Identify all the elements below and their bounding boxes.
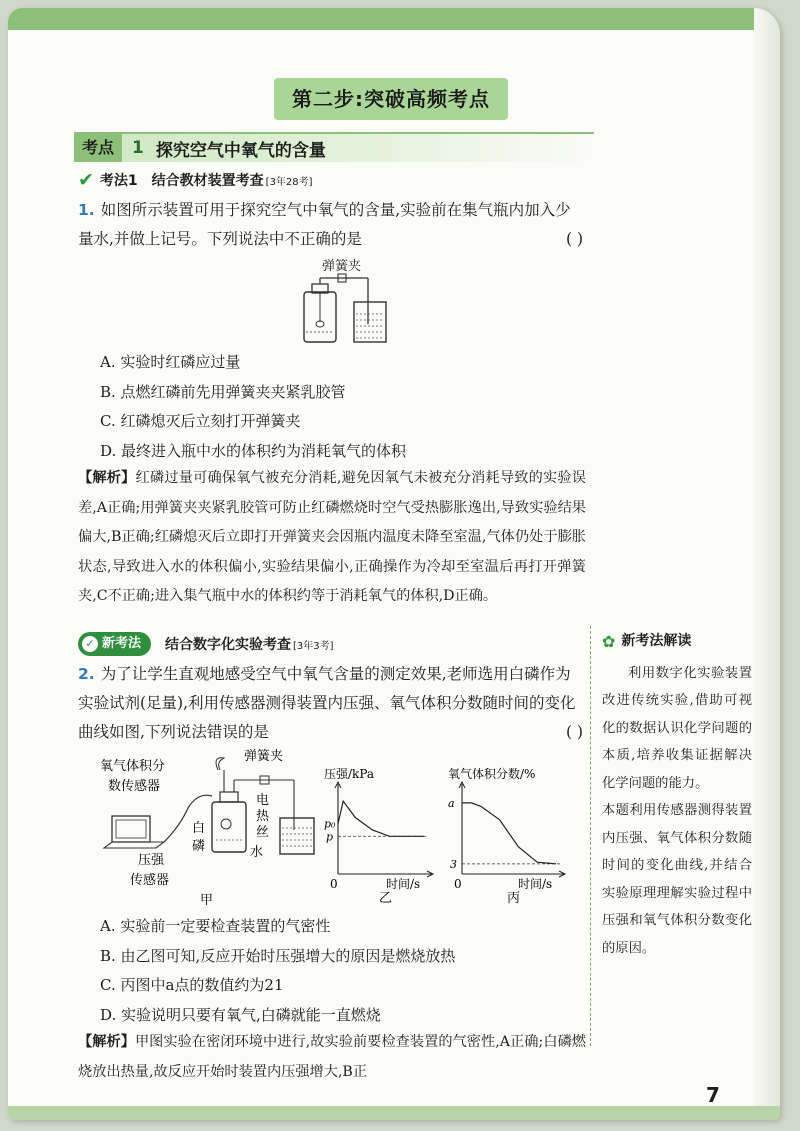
option-c: C. 红磷熄灭后立刻打开弹簧夹 — [100, 412, 301, 430]
q1-apparatus-figure — [298, 256, 398, 348]
q2-options — [100, 912, 580, 1030]
method-1-heading — [78, 168, 313, 192]
q1-analysis — [78, 464, 586, 612]
analysis-label: 【解析】 — [78, 1034, 135, 1050]
origin-label: 0 — [330, 877, 338, 891]
series-line — [338, 801, 424, 836]
y-axis-label: 氧气体积分数/% — [448, 767, 536, 781]
chart-caption: 丙 — [507, 891, 521, 904]
phosphorus-label-2: 磷 — [192, 839, 206, 854]
y-axis-label: 压强/kPa — [324, 767, 375, 781]
kaodian-bar — [74, 132, 594, 162]
question-number: 1. — [78, 201, 95, 219]
option-d: D. 实验说明只要有氧气,白磷就能一直燃烧 — [100, 1005, 381, 1024]
question-2 — [78, 660, 583, 747]
question-stem: 如图所示装置可用于探究空气中氧气的含量,实验前在集气瓶内加入少量水,并做上记号。下列说法中不正确的是 — [78, 201, 571, 248]
heater-label-2: 热 — [256, 809, 270, 824]
sensor-label-1: 氧气体积分 — [100, 759, 166, 774]
option-b: B. 由乙图可知,反应开始时压强增大的原因是燃烧放热 — [100, 946, 456, 965]
water-label: 水 — [250, 845, 264, 860]
question-1 — [78, 196, 583, 254]
oxygen-fraction-chart — [444, 764, 576, 904]
y-tick-high: a — [448, 796, 455, 810]
origin-label: 0 — [454, 877, 462, 891]
analysis-text: 甲图实验在密闭环境中进行,故实验前要检查装置的气密性,A正确;白磷燃烧放出热量,故反应开始时装置内压强增大,B正 — [78, 1034, 586, 1080]
new-method-badge-text: 新考法 — [102, 636, 142, 651]
sidebar-para-1: 利用数字化实验装置改进传统实验,借助可视化的数据认识化学问题的本质,培养收集证据解决化学问题的能力。 — [602, 665, 752, 791]
x-axis-label: 时间/s — [386, 877, 421, 891]
option-a: A. 实验前一定要检查装置的气密性 — [100, 917, 331, 935]
option-a: A. 实验时红磷应过量 — [100, 353, 241, 371]
series-line — [462, 803, 556, 864]
q2-analysis — [78, 1028, 586, 1088]
method-2-title: 结合数字化实验考查 — [165, 637, 292, 653]
chart-caption: 乙 — [379, 891, 393, 904]
answer-paren: ( ) — [565, 230, 583, 248]
spring-clip-label: 弹簧夹 — [244, 749, 284, 764]
sidebar-new-method — [602, 628, 752, 962]
bottom-band — [8, 1106, 780, 1120]
kaodian-tag: 考点 — [74, 134, 122, 162]
answer-paren: ( ) — [565, 723, 583, 741]
page-edge — [754, 8, 780, 1120]
sidebar-divider — [590, 626, 591, 1046]
question-stem: 为了让学生直观地感受空气中氧气含量的测定效果,老师选用白磷作为实验试剂(足量),利用传感器测得装置内压强、氧气体积分数随时间的变化曲线如图,下列说法错误的是 — [78, 665, 576, 741]
question-number: 2. — [78, 665, 95, 683]
sidebar-heading-text: 新考法解读 — [621, 633, 692, 649]
method-2-tag: [3年3考] — [293, 640, 334, 652]
pressure-sensor-label-1: 压强 — [138, 853, 165, 868]
heater-label-3: 丝 — [256, 825, 270, 840]
spring-clip-label: 弹簧夹 — [322, 259, 362, 274]
method-1-label: 考法1 — [99, 173, 138, 189]
lightbulb-icon: ✿ — [602, 632, 616, 651]
y-tick-high: p₀ — [324, 817, 336, 831]
sensor-label-2: 数传感器 — [108, 779, 161, 794]
q2-apparatus-figure — [94, 748, 326, 908]
kaodian-title: 探究空气中氧气的含量 — [155, 140, 326, 161]
option-d: D. 最终进入瓶中水的体积约为消耗氧气的体积 — [100, 441, 407, 460]
new-method-badge — [78, 632, 151, 656]
bulb-icon: ✓ — [82, 636, 98, 652]
sidebar-para-2: 本题利用传感器测得装置内压强、氧气体积分数随时间的变化曲线,并结合实验原理理解实验过程中压强和氧气体积分数变化的原因。 — [602, 803, 752, 956]
textbook-page — [8, 8, 780, 1120]
method-2-heading — [78, 631, 334, 657]
method-1-tag: [3年28考] — [265, 176, 313, 188]
caption-jia: 甲 — [200, 893, 214, 908]
x-axis-label: 时间/s — [518, 877, 553, 891]
pressure-sensor-label-2: 传感器 — [130, 873, 170, 888]
kaodian-number: 1 — [132, 138, 144, 158]
top-band — [8, 8, 780, 30]
option-b: B. 点燃红磷前先用弹簧夹夹紧乳胶管 — [100, 382, 346, 401]
y-tick-low: p — [326, 830, 334, 844]
analysis-text: 红磷过量可确保氧气被充分消耗,避免因氧气未被充分消耗导致的实验误差,A正确;用弹簧夹夹紧乳胶管可防止红磷燃烧时空气受热膨胀逸出,导致实验结果偏大,B正确;红磷熄灭后立即打开弹簧夹会因瓶内温度未降至室温,气体仍处于膨胀状态,导致进入水的体积偏小,实验结果偏小,正确操作为冷却至室温后再打开弹簧夹,C不正确;进入集气瓶中水的体积约等于消耗氧气的体积,D正确。 — [78, 470, 586, 604]
analysis-label: 【解析】 — [78, 470, 136, 486]
phosphorus-label-1: 白 — [192, 821, 206, 836]
check-icon: ✔ — [78, 169, 94, 191]
page-number: 7 — [706, 1083, 720, 1107]
heater-label-1: 电 — [256, 793, 270, 808]
sidebar-heading — [602, 628, 752, 656]
method-1-title: 结合教材装置考查 — [151, 173, 264, 189]
option-c: C. 丙图中a点的数值约为21 — [100, 976, 284, 994]
y-tick-low: 3 — [450, 857, 457, 871]
q1-options — [100, 348, 580, 466]
step-title: 第二步:突破高频考点 — [274, 78, 508, 120]
pressure-chart — [320, 764, 444, 904]
